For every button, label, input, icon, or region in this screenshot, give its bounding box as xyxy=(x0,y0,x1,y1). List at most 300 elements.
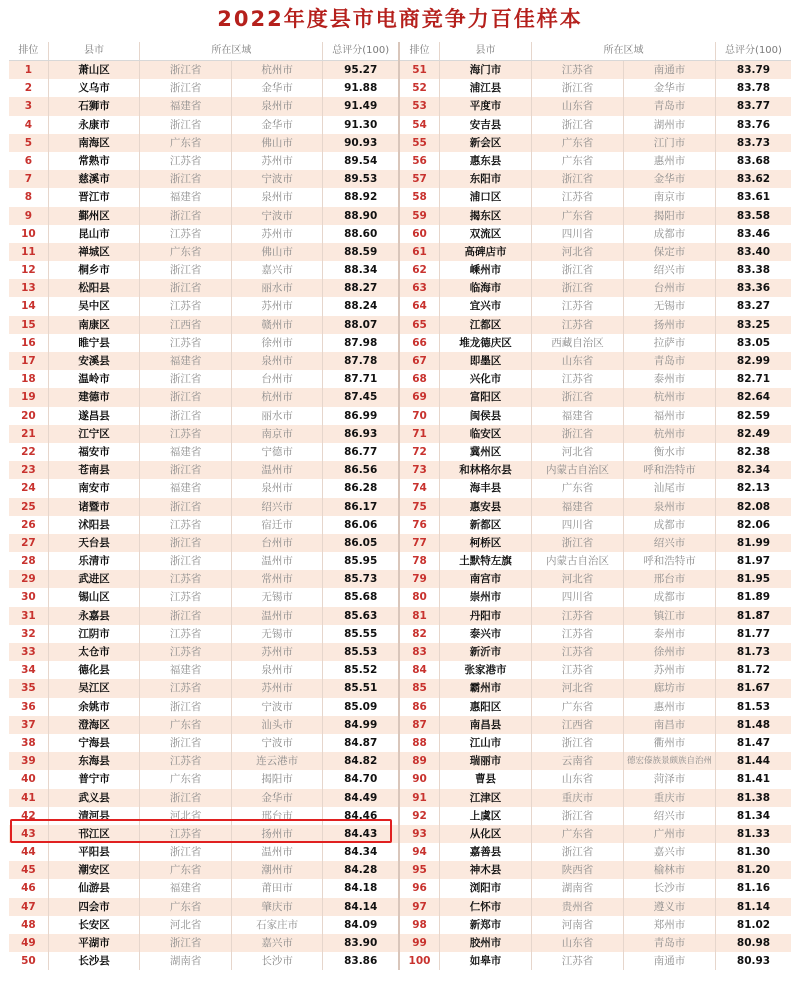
score-cell: 82.34 xyxy=(736,464,771,477)
province-cell: 江苏省 xyxy=(140,625,232,643)
rank-cell: 12 xyxy=(9,261,49,279)
rank-cell: 26 xyxy=(9,516,49,534)
city-cell: 泉州市 xyxy=(232,479,324,497)
city-cell: 成都市 xyxy=(624,588,716,606)
county-name-cell: 石狮市 xyxy=(49,97,141,115)
table-row xyxy=(400,279,791,297)
table-row xyxy=(400,188,791,206)
rank-cell: 2 xyxy=(9,79,49,97)
city-cell: 南京市 xyxy=(624,188,716,206)
county-name-cell: 南康区 xyxy=(49,316,141,334)
province-cell: 贵州省 xyxy=(532,898,624,916)
province-cell: 广东省 xyxy=(140,134,232,152)
rank-cell: 60 xyxy=(400,225,440,243)
county-name-cell: 柯桥区 xyxy=(440,534,532,552)
rank-cell: 85 xyxy=(400,679,440,697)
province-cell: 山东省 xyxy=(532,934,624,952)
city-cell: 徐州市 xyxy=(232,334,324,352)
score-cell: 83.86 xyxy=(344,955,378,968)
rank-cell: 23 xyxy=(9,461,49,479)
rank-cell: 78 xyxy=(400,552,440,570)
score-cell: 85.55 xyxy=(344,627,378,640)
province-cell: 广东省 xyxy=(532,207,624,225)
province-cell: 浙江省 xyxy=(532,261,624,279)
table-row xyxy=(400,952,791,970)
rank-cell: 65 xyxy=(400,316,440,334)
header-rank: 排位 xyxy=(400,42,440,60)
county-name-cell: 余姚市 xyxy=(49,698,141,716)
table-row xyxy=(400,679,791,697)
score-cell: 85.95 xyxy=(344,555,378,568)
table-row xyxy=(9,479,398,497)
city-cell: 扬州市 xyxy=(624,316,716,334)
score-cell: 84.18 xyxy=(344,882,378,895)
table-row xyxy=(400,170,791,188)
city-cell: 福州市 xyxy=(624,407,716,425)
table-row xyxy=(9,225,398,243)
province-cell: 浙江省 xyxy=(140,734,232,752)
province-cell: 广东省 xyxy=(140,243,232,261)
city-cell: 德宏傣族景颇族自治州 xyxy=(624,752,716,770)
table-row xyxy=(9,879,398,897)
table-row xyxy=(400,425,791,443)
rank-cell: 62 xyxy=(400,261,440,279)
county-name-cell: 太仓市 xyxy=(49,643,141,661)
county-name-cell: 安溪县 xyxy=(49,352,141,370)
county-name-cell: 澄海区 xyxy=(49,716,141,734)
province-cell: 福建省 xyxy=(140,879,232,897)
score-cell: 81.20 xyxy=(736,864,771,877)
city-cell: 常州市 xyxy=(232,570,324,588)
city-cell: 无锡市 xyxy=(232,625,324,643)
table-row xyxy=(9,898,398,916)
city-cell: 连云港市 xyxy=(232,752,324,770)
table-row xyxy=(9,498,398,516)
county-name-cell: 苍南县 xyxy=(49,461,141,479)
province-cell: 山东省 xyxy=(532,97,624,115)
score-cell: 84.34 xyxy=(344,846,378,859)
table-row xyxy=(9,934,398,952)
rank-cell: 5 xyxy=(9,134,49,152)
county-name-cell: 曹县 xyxy=(440,770,532,788)
score-cell: 84.87 xyxy=(344,736,378,749)
city-cell: 苏州市 xyxy=(232,297,324,315)
score-cell: 86.17 xyxy=(344,500,378,513)
table-row xyxy=(400,316,791,334)
city-cell: 宁波市 xyxy=(232,207,324,225)
province-cell: 湖南省 xyxy=(140,952,232,970)
province-cell: 广东省 xyxy=(140,716,232,734)
rank-cell: 52 xyxy=(400,79,440,97)
score-cell: 81.67 xyxy=(736,682,771,695)
province-cell: 江苏省 xyxy=(140,825,232,843)
city-cell: 遵义市 xyxy=(624,898,716,916)
table-row xyxy=(9,425,398,443)
score-cell: 86.06 xyxy=(344,518,378,531)
city-cell: 台州市 xyxy=(624,279,716,297)
province-cell: 浙江省 xyxy=(140,789,232,807)
score-cell: 86.99 xyxy=(344,409,378,422)
city-cell: 嘉兴市 xyxy=(232,934,324,952)
city-cell: 金华市 xyxy=(232,79,324,97)
score-cell: 91.88 xyxy=(344,82,378,95)
table-row xyxy=(9,188,398,206)
county-name-cell: 兴化市 xyxy=(440,370,532,388)
county-name-cell: 江宁区 xyxy=(49,425,141,443)
table-row xyxy=(9,734,398,752)
province-cell: 江苏省 xyxy=(532,643,624,661)
city-cell: 泉州市 xyxy=(624,498,716,516)
city-cell: 呼和浩特市 xyxy=(624,461,716,479)
rank-cell: 68 xyxy=(400,370,440,388)
city-cell: 青岛市 xyxy=(624,97,716,115)
table-row xyxy=(400,407,791,425)
province-cell: 广东省 xyxy=(140,861,232,879)
county-name-cell: 萧山区 xyxy=(49,61,141,79)
table-row xyxy=(400,97,791,115)
rank-cell: 89 xyxy=(400,752,440,770)
rank-cell: 77 xyxy=(400,534,440,552)
county-name-cell: 普宁市 xyxy=(49,770,141,788)
table-row xyxy=(9,843,398,861)
table-row xyxy=(400,516,791,534)
score-cell: 88.24 xyxy=(344,300,378,313)
city-cell: 金华市 xyxy=(232,789,324,807)
table-row xyxy=(400,61,791,79)
score-cell: 83.40 xyxy=(736,245,771,258)
city-cell: 莆田市 xyxy=(232,879,324,897)
score-cell: 86.28 xyxy=(344,482,378,495)
table-header xyxy=(9,42,398,61)
table-row xyxy=(400,698,791,716)
county-name-cell: 吴江区 xyxy=(49,679,141,697)
county-name-cell: 武进区 xyxy=(49,570,141,588)
county-name-cell: 潮安区 xyxy=(49,861,141,879)
score-cell: 83.68 xyxy=(736,154,771,167)
province-cell: 江西省 xyxy=(532,716,624,734)
score-cell: 85.53 xyxy=(344,646,378,658)
county-name-cell: 安吉县 xyxy=(440,116,532,134)
county-name-cell: 南宫市 xyxy=(440,570,532,588)
rank-cell: 76 xyxy=(400,516,440,534)
city-cell: 榆林市 xyxy=(624,861,716,879)
province-cell: 福建省 xyxy=(140,188,232,206)
table-row xyxy=(400,807,791,825)
table-row xyxy=(9,770,398,788)
rank-cell: 92 xyxy=(400,807,440,825)
score-cell: 82.59 xyxy=(736,409,771,422)
table-row xyxy=(9,625,398,643)
table-row xyxy=(400,789,791,807)
score-cell: 85.68 xyxy=(344,591,378,604)
rank-cell: 30 xyxy=(9,588,49,606)
city-cell: 衢州市 xyxy=(624,734,716,752)
rank-cell: 31 xyxy=(9,607,49,625)
province-cell: 陕西省 xyxy=(532,861,624,879)
table-row xyxy=(400,388,791,406)
province-cell: 浙江省 xyxy=(140,388,232,406)
city-cell: 绍兴市 xyxy=(624,534,716,552)
rank-cell: 37 xyxy=(9,716,49,734)
score-cell: 81.72 xyxy=(736,664,771,677)
city-cell: 杭州市 xyxy=(624,425,716,443)
table-body-right xyxy=(400,61,791,970)
city-cell: 宁波市 xyxy=(232,734,324,752)
score-cell: 87.45 xyxy=(344,391,378,404)
score-cell: 84.28 xyxy=(344,864,378,877)
city-cell: 温州市 xyxy=(232,461,324,479)
header-score: 总评分(100) xyxy=(332,45,390,56)
header-name: 县市 xyxy=(440,42,532,60)
rank-cell: 83 xyxy=(400,643,440,661)
score-cell: 81.33 xyxy=(736,827,771,840)
city-cell: 汕头市 xyxy=(232,716,324,734)
table-header xyxy=(400,42,791,61)
province-cell: 福建省 xyxy=(140,443,232,461)
city-cell: 泉州市 xyxy=(232,352,324,370)
province-cell: 福建省 xyxy=(140,352,232,370)
rank-cell: 6 xyxy=(9,152,49,170)
province-cell: 福建省 xyxy=(140,97,232,115)
county-name-cell: 惠东县 xyxy=(440,152,532,170)
rank-cell: 81 xyxy=(400,607,440,625)
rank-cell: 73 xyxy=(400,461,440,479)
county-name-cell: 常熟市 xyxy=(49,152,141,170)
city-cell: 石家庄市 xyxy=(232,916,324,934)
table-row xyxy=(9,97,398,115)
table-row xyxy=(400,461,791,479)
rank-cell: 45 xyxy=(9,861,49,879)
city-cell: 无锡市 xyxy=(624,297,716,315)
rank-cell: 42 xyxy=(9,807,49,825)
city-cell: 杭州市 xyxy=(232,61,324,79)
province-cell: 湖南省 xyxy=(532,879,624,897)
score-cell: 81.77 xyxy=(736,627,771,640)
city-cell: 广州市 xyxy=(624,825,716,843)
rank-cell: 10 xyxy=(9,225,49,243)
table-row xyxy=(9,607,398,625)
table-row xyxy=(400,607,791,625)
table-row xyxy=(400,443,791,461)
rank-cell: 35 xyxy=(9,679,49,697)
score-cell: 85.52 xyxy=(344,664,378,677)
county-name-cell: 丹阳市 xyxy=(440,607,532,625)
score-cell: 81.34 xyxy=(736,809,771,822)
table-row xyxy=(400,370,791,388)
province-cell: 浙江省 xyxy=(140,607,232,625)
province-cell: 浙江省 xyxy=(532,534,624,552)
table-row xyxy=(9,388,398,406)
county-name-cell: 江山市 xyxy=(440,734,532,752)
city-cell: 南通市 xyxy=(624,61,716,79)
rank-cell: 50 xyxy=(9,952,49,970)
city-cell: 湖州市 xyxy=(624,116,716,134)
rank-cell: 79 xyxy=(400,570,440,588)
rank-cell: 14 xyxy=(9,297,49,315)
rank-cell: 94 xyxy=(400,843,440,861)
table-row xyxy=(9,552,398,570)
table-row xyxy=(9,716,398,734)
city-cell: 温州市 xyxy=(232,552,324,570)
rank-cell: 44 xyxy=(9,843,49,861)
table-row xyxy=(400,261,791,279)
ranking-column-right xyxy=(400,42,791,970)
rank-cell: 54 xyxy=(400,116,440,134)
rank-cell: 32 xyxy=(9,625,49,643)
city-cell: 长沙市 xyxy=(232,952,324,970)
province-cell: 重庆市 xyxy=(532,789,624,807)
table-row xyxy=(9,916,398,934)
rank-cell: 24 xyxy=(9,479,49,497)
rank-cell: 72 xyxy=(400,443,440,461)
table-row xyxy=(9,61,398,79)
score-cell: 84.99 xyxy=(344,718,378,731)
city-cell: 长沙市 xyxy=(624,879,716,897)
table-row xyxy=(400,734,791,752)
table-row xyxy=(400,625,791,643)
rank-cell: 18 xyxy=(9,370,49,388)
province-cell: 河南省 xyxy=(532,916,624,934)
city-cell: 廊坊市 xyxy=(624,679,716,697)
rank-cell: 100 xyxy=(400,952,440,970)
score-cell: 82.13 xyxy=(736,482,771,495)
score-cell: 83.05 xyxy=(736,336,771,349)
province-cell: 广东省 xyxy=(532,134,624,152)
score-cell: 83.78 xyxy=(736,82,771,95)
city-cell: 揭阳市 xyxy=(624,207,716,225)
highlight-box xyxy=(10,819,392,843)
province-cell: 西藏自治区 xyxy=(532,334,624,352)
city-cell: 佛山市 xyxy=(232,243,324,261)
rank-cell: 21 xyxy=(9,425,49,443)
table-row xyxy=(9,752,398,770)
rank-cell: 63 xyxy=(400,279,440,297)
score-cell: 91.49 xyxy=(344,100,378,113)
rank-cell: 3 xyxy=(9,97,49,115)
city-cell: 温州市 xyxy=(232,843,324,861)
score-cell: 82.49 xyxy=(736,427,771,440)
city-cell: 苏州市 xyxy=(232,152,324,170)
table-row xyxy=(400,552,791,570)
rank-cell: 84 xyxy=(400,661,440,679)
county-name-cell: 义乌市 xyxy=(49,79,141,97)
county-name-cell: 东海县 xyxy=(49,752,141,770)
province-cell: 江苏省 xyxy=(532,316,624,334)
header-rank: 排位 xyxy=(9,42,49,60)
score-cell: 81.30 xyxy=(736,846,771,859)
score-cell: 86.77 xyxy=(344,445,378,458)
score-cell: 84.49 xyxy=(344,791,378,804)
city-cell: 绍兴市 xyxy=(624,261,716,279)
city-cell: 无锡市 xyxy=(232,588,324,606)
province-cell: 浙江省 xyxy=(140,498,232,516)
county-name-cell: 建德市 xyxy=(49,388,141,406)
rank-cell: 47 xyxy=(9,898,49,916)
county-name-cell: 遂昌县 xyxy=(49,407,141,425)
city-cell: 成都市 xyxy=(624,516,716,534)
table-row xyxy=(400,934,791,952)
province-cell: 山东省 xyxy=(532,352,624,370)
rank-cell: 97 xyxy=(400,898,440,916)
county-name-cell: 沭阳县 xyxy=(49,516,141,534)
county-name-cell: 永嘉县 xyxy=(49,607,141,625)
county-name-cell: 泰兴市 xyxy=(440,625,532,643)
score-cell: 81.44 xyxy=(736,755,771,768)
city-cell: 南通市 xyxy=(624,952,716,970)
county-name-cell: 宁海县 xyxy=(49,734,141,752)
province-cell: 江苏省 xyxy=(140,643,232,661)
province-cell: 浙江省 xyxy=(532,388,624,406)
table-row xyxy=(9,370,398,388)
province-cell: 云南省 xyxy=(532,752,624,770)
province-cell: 四川省 xyxy=(532,516,624,534)
county-name-cell: 南昌县 xyxy=(440,716,532,734)
county-name-cell: 江都区 xyxy=(440,316,532,334)
score-cell: 85.73 xyxy=(344,573,378,586)
score-cell: 83.58 xyxy=(736,209,771,222)
table-row xyxy=(9,79,398,97)
table-row xyxy=(400,716,791,734)
county-name-cell: 乐清市 xyxy=(49,552,141,570)
table-row xyxy=(9,170,398,188)
score-cell: 81.41 xyxy=(736,773,771,786)
table-row xyxy=(400,661,791,679)
score-cell: 81.47 xyxy=(736,736,771,749)
table-row xyxy=(9,352,398,370)
province-cell: 河北省 xyxy=(140,807,232,825)
city-cell: 台州市 xyxy=(232,534,324,552)
county-name-cell: 浏阳市 xyxy=(440,879,532,897)
county-name-cell: 吴中区 xyxy=(49,297,141,315)
score-cell: 82.38 xyxy=(736,445,771,458)
page-title: 2022年度县市电商竞争力百佳样本 xyxy=(217,7,583,31)
county-name-cell: 福安市 xyxy=(49,443,141,461)
rank-cell: 39 xyxy=(9,752,49,770)
table-row xyxy=(9,134,398,152)
table-row xyxy=(400,825,791,843)
score-cell: 88.60 xyxy=(344,227,378,240)
county-name-cell: 桐乡市 xyxy=(49,261,141,279)
table-row xyxy=(400,534,791,552)
table-row xyxy=(9,516,398,534)
score-cell: 83.90 xyxy=(344,937,378,949)
province-cell: 江西省 xyxy=(140,316,232,334)
header-region: 所在区域 xyxy=(532,42,716,60)
rank-cell: 46 xyxy=(9,879,49,897)
province-cell: 浙江省 xyxy=(532,734,624,752)
table-row xyxy=(400,898,791,916)
city-cell: 宁德市 xyxy=(232,443,324,461)
score-cell: 83.25 xyxy=(736,318,771,331)
table-row xyxy=(400,79,791,97)
rank-cell: 16 xyxy=(9,334,49,352)
county-name-cell: 嵊州市 xyxy=(440,261,532,279)
province-cell: 河北省 xyxy=(140,916,232,934)
rank-cell: 9 xyxy=(9,207,49,225)
province-cell: 江苏省 xyxy=(140,570,232,588)
ranking-table xyxy=(9,42,791,982)
table-row xyxy=(9,861,398,879)
rank-cell: 66 xyxy=(400,334,440,352)
county-name-cell: 仁怀市 xyxy=(440,898,532,916)
city-cell: 杭州市 xyxy=(624,388,716,406)
header-region: 所在区域 xyxy=(140,42,323,60)
province-cell: 浙江省 xyxy=(140,934,232,952)
rank-cell: 86 xyxy=(400,698,440,716)
province-cell: 浙江省 xyxy=(140,261,232,279)
county-name-cell: 永康市 xyxy=(49,116,141,134)
rank-cell: 82 xyxy=(400,625,440,643)
